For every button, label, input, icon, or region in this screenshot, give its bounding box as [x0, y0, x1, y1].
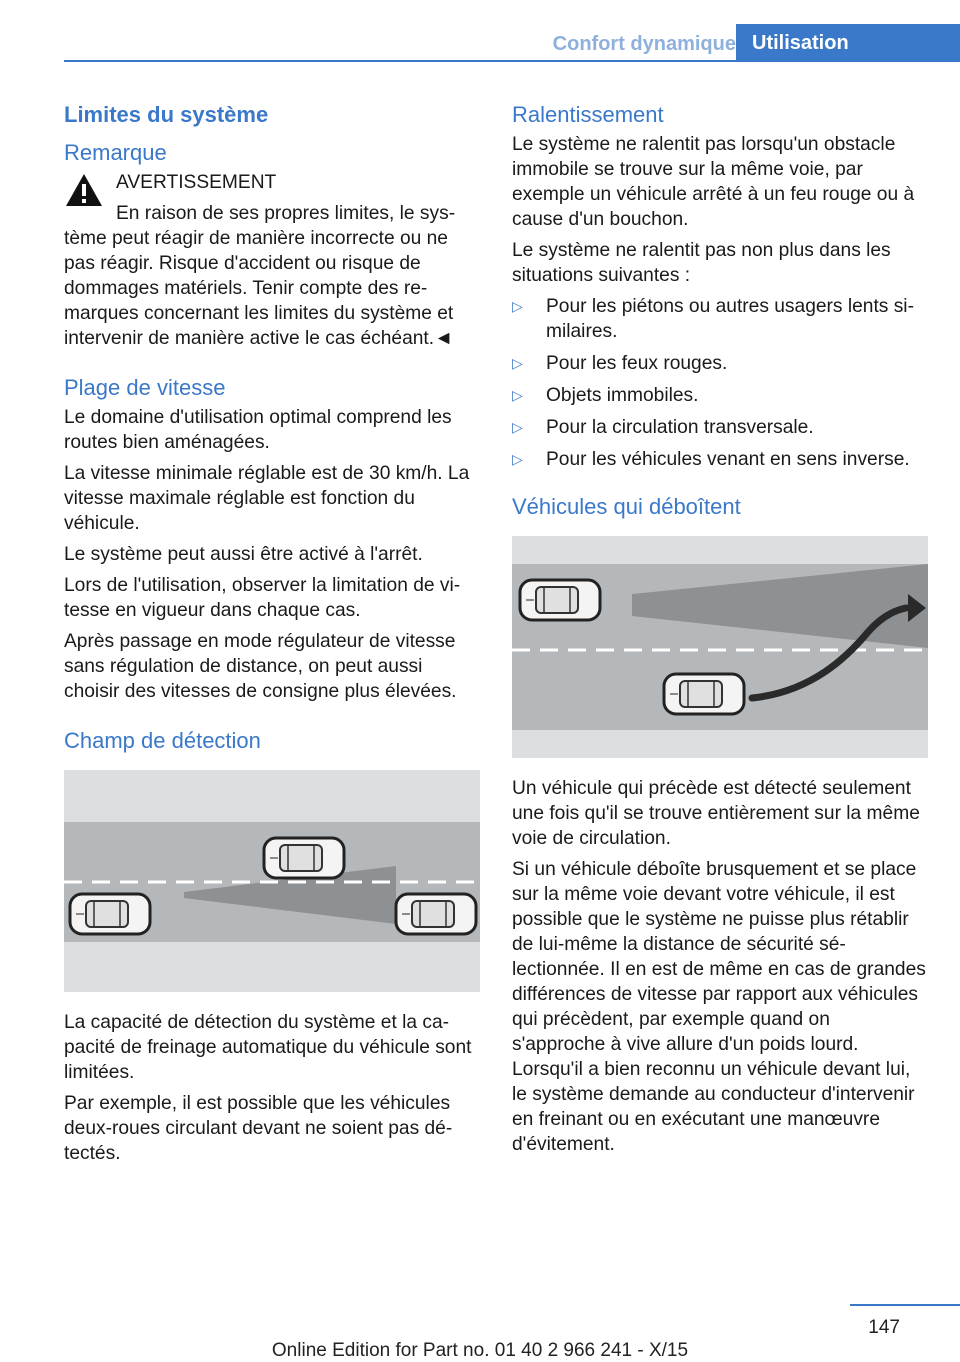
slowdown-paragraph-2: Le système ne ralentit pas non plus dans les situations suivantes : [512, 240, 891, 286]
slowdown-paragraph-1: Le système ne ralentit pas lorsqu'un obstacle immobile se trouve sur la même voie, par exemple un véhicule arrêté à un feu rouge ou à cause d'un bouchon. [512, 134, 915, 230]
list-item: ▷ Pour les piétons ou autres usagers lents similaires. [512, 296, 914, 342]
speed-paragraph-1: Le domaine d'utilisation optimal comprend les routes bien aménagées. [64, 407, 452, 453]
list-item: ▷ Pour les véhicules venant en sens inverse. [512, 449, 910, 470]
warning-text: En raison de ses propres limites, le système peut réagir de manière incorrecte ou ne pas réagir. Risque d'accident ou risque de dommages matériels. Tenir compte des remarques concernant les limites du système et intervenir de manière active le cas échéant.◄ [64, 203, 456, 349]
speed-paragraph-3: Le système peut aussi être activé à l'arrêt. [64, 544, 423, 565]
heading-cut-in: Véhicules qui déboîtent [512, 494, 741, 519]
detection-field-illustration [64, 770, 480, 992]
list-item: ▷ Pour la circulation transversale. [512, 417, 814, 438]
left-column [64, 100, 480, 1172]
header-tab: Utilisation [736, 24, 960, 62]
speed-paragraph-4: Lors de l'utilisation, observer la limitation de vitesse en vigueur dans chaque cas. [64, 575, 461, 621]
header-rule [64, 60, 960, 62]
warning-title: AVERTISSEMENT [116, 172, 277, 193]
bullet-icon: ▷ [512, 419, 523, 435]
speed-paragraph-5: Après passage en mode régulateur de vitesse sans régulation de distance, on peut aussi choisir des vitesses de consigne plus élevées. [64, 631, 457, 702]
cut-in-paragraph-1: Un véhicule qui précède est détecté seulement une fois qu'il se trouve entièrement sur la même voie de circulation. [512, 778, 920, 849]
speed-paragraph-2: La vitesse minimale réglable est de 30 km/h. La vitesse maximale réglable est fonction du véhicule. [64, 463, 470, 534]
warning-icon [64, 172, 104, 208]
header-section: Confort dynamique [552, 33, 736, 55]
footer-rule [850, 1304, 960, 1306]
detection-paragraph-1: La capacité de détection du système et la capacité de freinage automatique du véhicule sont limitées. [64, 1012, 472, 1083]
heading-slowdown: Ralentissement [512, 102, 664, 127]
bullet-icon: ▷ [512, 298, 523, 314]
bullet-icon: ▷ [512, 355, 523, 371]
cut-in-paragraph-2: Si un véhicule déboîte brusquement et se place sur la même voie devant votre véhicule, il est possible que le système ne puisse plus rétablir de lui-même la distance de sécurité sélectionnée. Il en est de même en cas de grandes différences de vitesse par rapport aux véhicules qui précèdent, par exemple quand on s'approche à vive allure d'un poids lourd. Lorsqu'il a bien reconnu un véhicule devant lui, le système demande au conducteur d'intervenir en freinant ou en exécutant une manœuvre d'évitement. [512, 859, 926, 1155]
situations-list [512, 294, 928, 472]
heading-speed-range: Plage de vitesse [64, 375, 226, 400]
list-item: ▷ Pour les feux rouges. [512, 353, 728, 374]
right-column [512, 100, 928, 1163]
heading-detection-field: Champ de détection [64, 728, 261, 753]
heading-remark: Remarque [64, 140, 167, 165]
heading-limits: Limites du système [64, 102, 269, 127]
warning-box [64, 170, 480, 351]
list-item: ▷ Objets immobiles. [512, 385, 699, 406]
cut-in-illustration [512, 536, 928, 758]
bullet-icon: ▷ [512, 387, 523, 403]
bullet-icon: ▷ [512, 451, 523, 467]
footer-edition: Online Edition for Part no. 01 40 2 966 241 - X/15 [271, 1340, 689, 1361]
page-number: 147 [868, 1317, 900, 1338]
detection-paragraph-2: Par exemple, il est possible que les véhicules deux-roues circulant devant ne soient pas détectés. [64, 1093, 453, 1164]
